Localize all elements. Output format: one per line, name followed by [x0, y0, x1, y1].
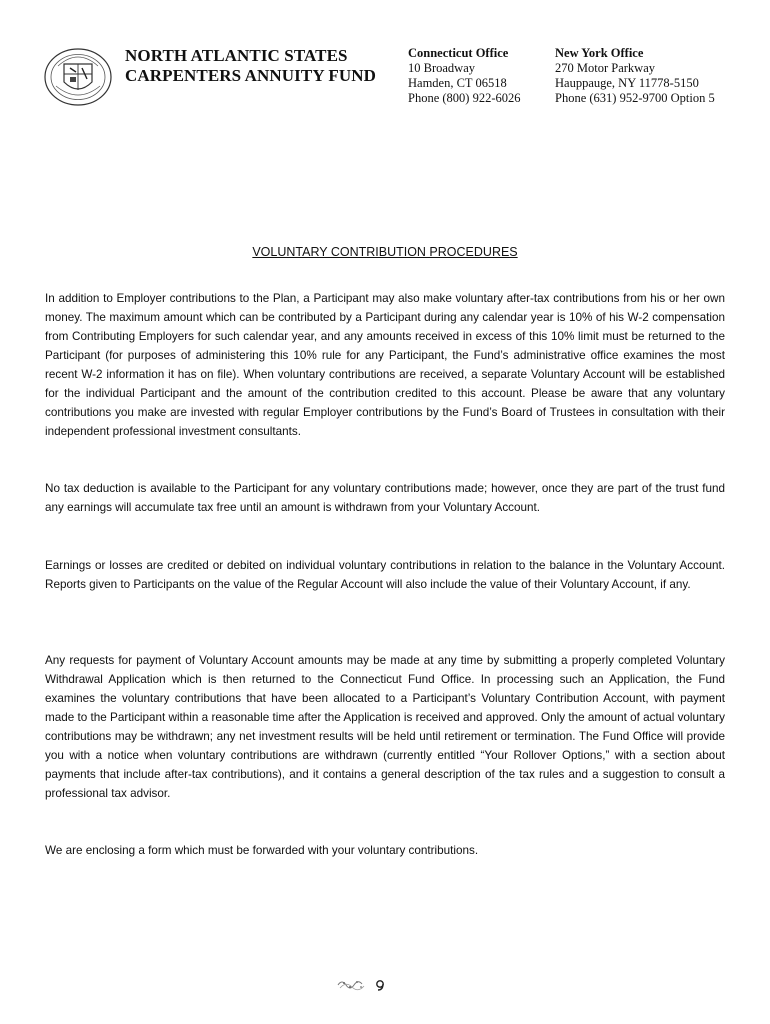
new-york-office-title: New York Office	[555, 46, 644, 60]
connecticut-office-block	[408, 46, 521, 106]
connecticut-office-address1: 10 Broadway	[408, 61, 475, 75]
fund-name	[125, 46, 376, 86]
new-york-office-address1: 270 Motor Parkway	[555, 61, 655, 75]
new-york-office-address2: Hauppauge, NY 11778-5150	[555, 76, 699, 90]
new-york-office-phone: Phone (631) 952-9700 Option 5	[555, 91, 715, 105]
fund-name-line1: NORTH ATLANTIC STATES	[125, 46, 348, 65]
connecticut-office-address2: Hamden, CT 06518	[408, 76, 507, 90]
paragraph-enclosed-form: We are enclosing a form which must be forwarded with your voluntary contributions.	[45, 844, 479, 857]
paragraph-tax-deduction: No tax deduction is available to the Participant for any voluntary contributions made; however, once they are part of the trust fund any earnings will accumulate tax free until an amount is withdrawn from your Voluntary Account.	[45, 482, 725, 514]
union-bug-mark-icon	[336, 975, 388, 993]
document-title: VOLUNTARY CONTRIBUTION PROCEDURES	[252, 245, 518, 259]
new-york-office-block	[555, 46, 715, 106]
paragraph-earnings-losses: Earnings or losses are credited or debited on individual voluntary contributions in relation to the balance in the Voluntary Account. Reports given to Participants on the value of the Regular Account will also include the value of their Voluntary Account, if any.	[45, 559, 725, 591]
connecticut-office-phone: Phone (800) 922-6026	[408, 91, 521, 105]
union-seal-icon	[42, 46, 114, 108]
connecticut-office-title: Connecticut Office	[408, 46, 509, 60]
paragraph-employer-contributions: In addition to Employer contributions to the Plan, a Participant may also make voluntary after-tax contributions from his or her own money. The maximum amount which can be contributed by a Participant during any calendar year is 10% of his W-2 compensation from Contributing Employers for such calendar year, and any amounts received in excess of this 10% limit must be returned to the Participant (for purposes of administering this 10% rule for any Participant, the Fund’s administrative office examines the most recent W-2 information it has on file). When voluntary contributions are received, a separate Voluntary Account will be established for the individual Participant and the amount of the contribution credited to this account. Please be aware that any voluntary contributions you make are invested with regular Employer contributions by the Fund’s Board of Trustees in consultation with their independent professional investment consultants.	[45, 292, 725, 438]
paragraph-payment-requests: Any requests for payment of Voluntary Account amounts may be made at any time by submitting a properly completed Voluntary Withdrawal Application which is then returned to the Connecticut Fund Office. In processing such an Application, the Fund examines the voluntary contributions that have been allocated to a Participant’s Voluntary Contribution Account, with payment made to the Participant within a reasonable time after the Application is received and approved. Only the amount of actual voluntary contributions may be withdrawn; any net investment results will be held until retirement or termination. The Fund Office will provide you with a notice when voluntary contributions are withdrawn (currently entitled “Your Rollover Options,” with a section about payments that include after-tax contributions), and it contains a general description of the tax rules and a suggestion to consult a professional tax advisor.	[45, 654, 725, 800]
fund-name-line2: CARPENTERS ANNUITY FUND	[125, 66, 377, 85]
